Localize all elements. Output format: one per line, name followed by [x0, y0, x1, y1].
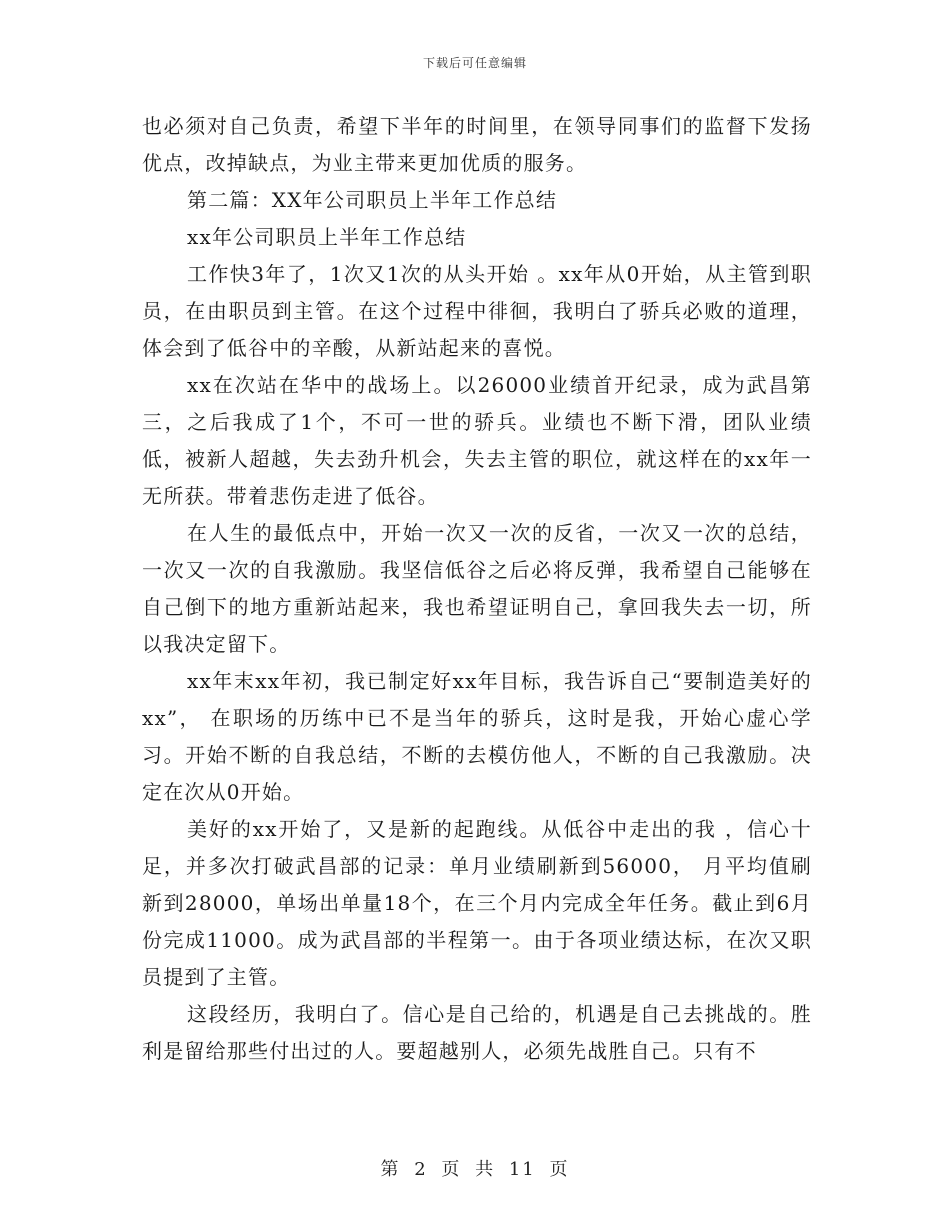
paragraph: xx年末xx年初，我已制定好xx年目标，我告诉自己“要制造美好的xx”， 在职场的历练中已不是当年的骄兵，这时是我，开始心虚心学习。开始不断的自我总结，不断的去模仿他人，不断的自己我激励。决定在次从0开始。: [142, 669, 812, 804]
paragraph: 这段经历，我明白了。信心是自己给的，机遇是自己去挑战的。胜利是留给那些付出过的人。要超越别人，必须先战胜自己。只有不: [142, 1002, 812, 1063]
paragraph-continuation: 也必须对自己负责，希望下半年的时间里，在领导同事们的监督下发扬优点，改掉缺点，为业主带来更加优质的服务。: [142, 114, 812, 175]
page-header-note: 下载后可任意编辑: [422, 56, 527, 70]
paragraph: xx在次站在华中的战场上。以26000业绩首开纪录，成为武昌第三，之后我成了1个，不可一世的骄兵。业绩也不断下滑，团队业绩低，被新人超越，失去劲升机会，失去主管的职位，就这样在的xx年一无所获。带着悲伤走进了低谷。: [142, 373, 812, 508]
paragraph: 工作快3年了，1次又1次的从头开始 。xx年从0开始，从主管到职员，在由职员到主管。在这个过程中徘徊，我明白了骄兵必败的道理，体会到了低谷中的辛酸，从新站起来的喜悦。: [142, 262, 812, 360]
section-subheading: xx年公司职员上半年工作总结: [187, 225, 467, 249]
section-heading: 第二篇：XX年公司职员上半年工作总结: [187, 188, 558, 212]
page-number: 第 2 页 共 11 页: [380, 1159, 570, 1180]
document-body: [142, 108, 812, 1070]
paragraph: 在人生的最低点中，开始一次又一次的反省，一次又一次的总结，一次又一次的自我激励。我坚信低谷之后必将反弹，我希望自己能够在自己倒下的地方重新站起来，我也希望证明自己，拿回我失去一切，所以我决定留下。: [142, 521, 812, 656]
paragraph: 美好的xx开始了，又是新的起跑线。从低谷中走出的我 ，信心十足，并多次打破武昌部的记录：单月业绩刷新到56000， 月平均值刷新到28000，单场出单量18个，在三个月内完成全年任务。截止到6月份完成11000。成为武昌部的半程第一。由于各项业绩达标，在次又职员提到了主管。: [142, 817, 812, 989]
